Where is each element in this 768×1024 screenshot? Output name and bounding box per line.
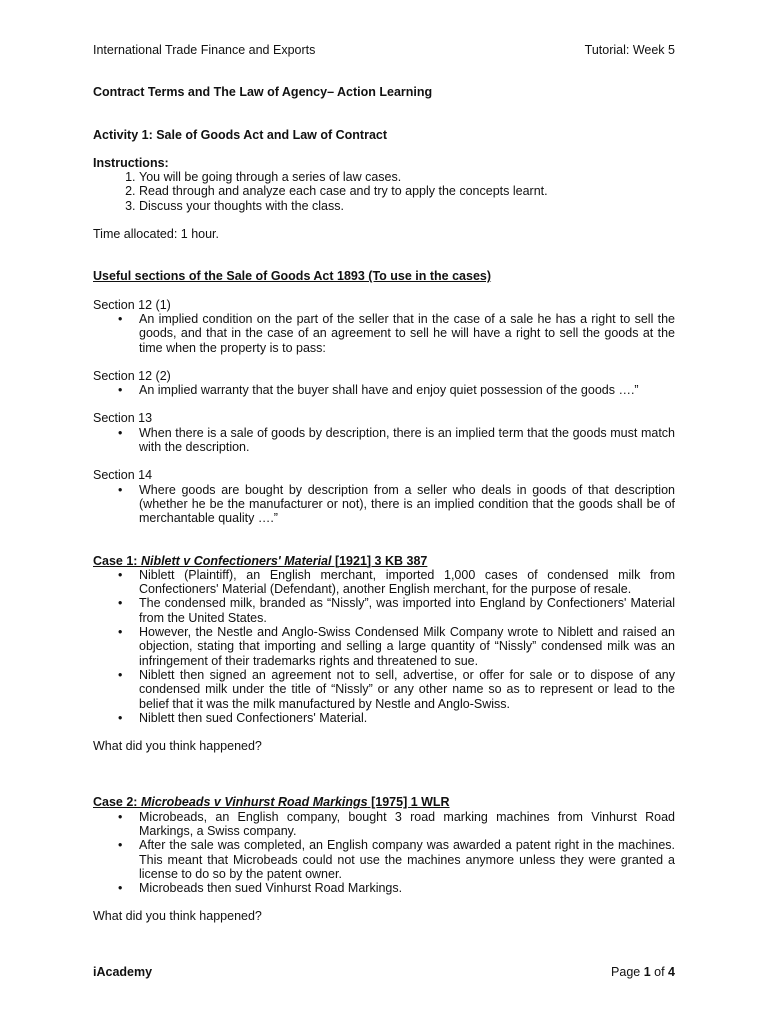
section-bullet: • When there is a sale of goods by description, there is an implied term that the goods must match with the description. [93, 426, 675, 455]
section-bullets [93, 383, 675, 397]
instruction-item: 1. You will be going through a series of law cases. [139, 170, 675, 184]
page-of: of [650, 965, 669, 979]
page-total: 4 [668, 965, 675, 979]
document-title: Contract Terms and The Law of Agency– Action Learning [93, 85, 433, 100]
footer-brand: iAcademy [93, 965, 153, 979]
page-header [93, 43, 675, 57]
case-fact: • Niblett (Plaintiff), an English merchant, imported 1,000 cases of condensed milk from Confectioners' Material (Defendant), another English merchant, for the purpose of resale. [93, 568, 675, 597]
case-1 [93, 554, 675, 726]
section-bullets [93, 312, 675, 355]
section-bullets [93, 483, 675, 526]
section-bullet: • An implied warranty that the buyer shall have and enjoy quiet possession of the goods ….” [93, 383, 675, 397]
page-prefix: Page [611, 965, 644, 979]
section-label: Section 12 (1) [93, 297, 171, 312]
section-bullet: • Where goods are bought by description from a seller who deals in goods of that description (whether he be the manufacturer or not), there is an implied condition that the goods shall be of merchantable quality ….” [93, 483, 675, 526]
case-1-citation: [1921] 3 KB 387 [331, 553, 428, 568]
case-1-facts [93, 568, 675, 725]
section-label: Section 12 (2) [93, 368, 171, 383]
act-section [93, 411, 675, 454]
case-fact: • Microbeads, an English company, bought 3 road marking machines from Vinhurst Road Markings, a Swiss company. [93, 810, 675, 839]
case-1-heading [93, 554, 675, 568]
case-2-facts [93, 810, 675, 896]
activity-heading: Activity 1: Sale of Goods Act and Law of Contract [93, 127, 388, 142]
case-1-question: What did you think happened? [93, 739, 262, 754]
instructions-heading: Instructions: [93, 155, 169, 170]
case-fact: • The condensed milk, branded as “Nissly”, was imported into England by Confectioners' Material from the United States. [93, 596, 675, 625]
time-allocated: Time allocated: 1 hour. [93, 227, 219, 242]
instructions-block [93, 156, 675, 213]
section-bullets [93, 426, 675, 455]
instruction-item: 2. Read through and analyze each case and try to apply the concepts learnt. [139, 184, 675, 198]
case-fact: • After the sale was completed, an English company was awarded a patent right in the machines. This meant that Microbeads could not use the machines anymore unless they were granted a license to do so by the patent owner. [93, 838, 675, 881]
section-bullet: • An implied condition on the part of the seller that in the case of a sale he has a right to sell the goods, and that in the case of an agreement to sell he will have a right to sell the goods at the time when the property is to pass: [93, 312, 675, 355]
case-2-prefix: Case 2: [93, 795, 141, 810]
act-section [93, 369, 675, 398]
case-fact: • Niblett then sued Confectioners' Material. [93, 711, 675, 725]
case-2-citation: [1975] 1 WLR [367, 795, 450, 810]
case-1-prefix: Case 1: [93, 553, 141, 568]
header-tutorial-week: Tutorial: Week 5 [584, 43, 675, 57]
act-section [93, 468, 675, 525]
case-2-question: What did you think happened? [93, 909, 262, 924]
case-2-heading [93, 795, 675, 809]
section-label: Section 14 [93, 468, 153, 483]
page-current: 1 [643, 965, 651, 979]
case-fact: • Microbeads then sued Vinhurst Road Markings. [93, 881, 675, 895]
case-fact: • However, the Nestle and Anglo-Swiss Condensed Milk Company wrote to Niblett and raised an objection, stating that importing and selling a large quantity of “Nissly” condensed milk was an infringement of their trademarks rights and threatened to sue. [93, 625, 675, 668]
header-course-title: International Trade Finance and Exports [93, 43, 316, 57]
useful-sections-heading: Useful sections of the Sale of Goods Act 1893 (To use in the cases) [93, 269, 492, 284]
case-fact: • Niblett then signed an agreement not to sell, advertise, or offer for sale or to dispose of any condensed milk under the title of “Nissly” or any other name so as to represent or lead to the belief that it was the milk manufactured by Nestle and Anglo-Swiss. [93, 668, 675, 711]
instruction-item: 3. Discuss your thoughts with the class. [139, 199, 675, 213]
section-label: Section 13 [93, 411, 153, 426]
case-1-name: Niblett v Confectioners' Material [140, 553, 332, 568]
case-2-name: Microbeads v Vinhurst Road Markings [140, 795, 368, 810]
page-number [611, 965, 675, 979]
instructions-list [93, 170, 675, 213]
case-2 [93, 795, 675, 895]
act-section [93, 298, 675, 355]
page-footer [93, 965, 675, 979]
